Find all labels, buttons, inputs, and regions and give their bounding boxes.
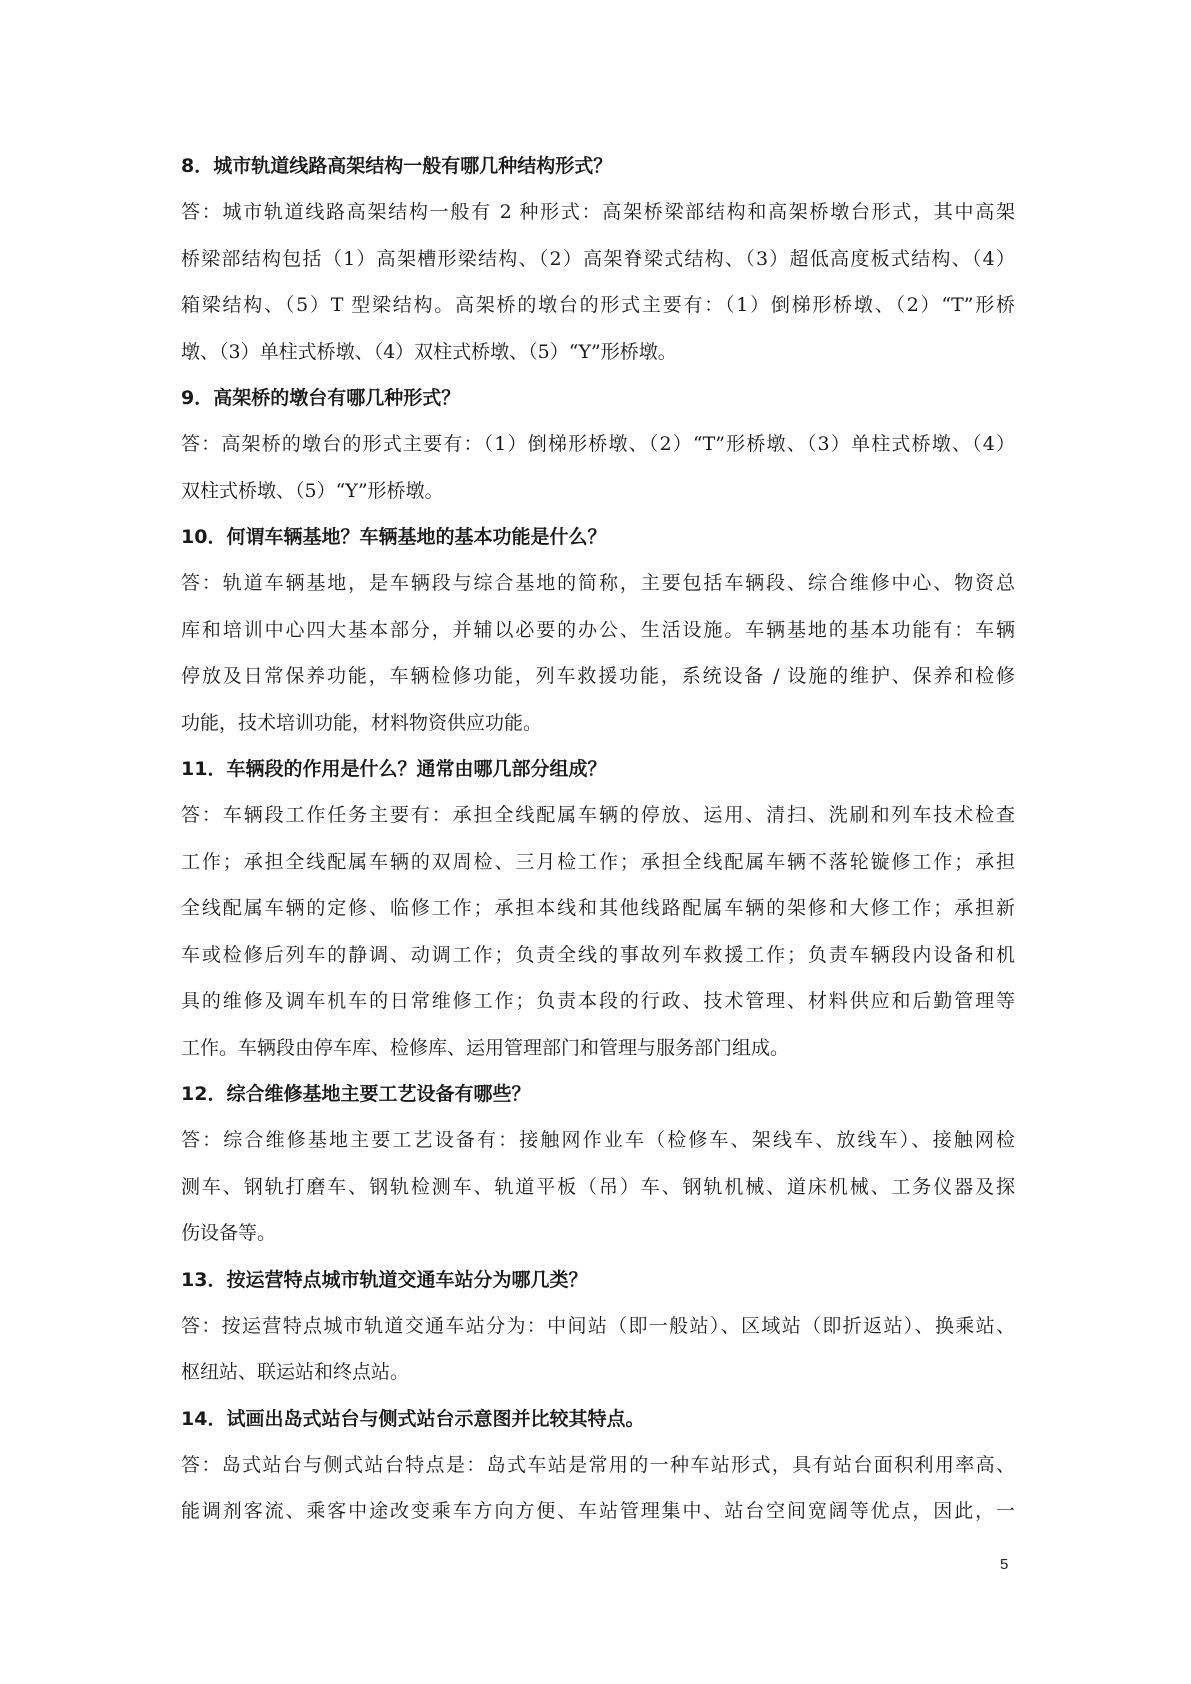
- answer-line: 全线配属车辆的定修、临修工作；承担本线和其他线路配属车辆的架修和大修工作；承担新: [181, 897, 1015, 919]
- answer-line: 库和培训中心四大基本部分，并辅以必要的办公、生活设施。车辆基地的基本功能有：车辆: [181, 618, 1015, 641]
- answer-line: 答：车辆段工作任务主要有：承担全线配属车辆的停放、运用、清扫、洗刷和列车技术检查: [181, 804, 1015, 826]
- answer-line: 答：城市轨道线路高架结构一般有 2 种形式：高架桥梁部结构和高架桥墩台形式，其中高架: [181, 201, 1015, 223]
- question-heading: 14．试画出岛式站台与侧式站台示意图并比较其特点。: [181, 1407, 645, 1430]
- answer-line: 答：轨道车辆基地，是车辆段与综合基地的简称，主要包括车辆段、综合维修中心、物资总: [181, 572, 1015, 594]
- answer-line: 工作。车辆段由停车库、检修库、运用管理部门和管理与服务部门组成。: [181, 1036, 790, 1059]
- question-heading: 11．车辆段的作用是什么？通常由哪几部分组成？: [181, 758, 607, 780]
- answer-line: 测车、钢轨打磨车、钢轨检测车、轨道平板（吊）车、钢轨机械、道床机械、工务仪器及探: [181, 1175, 1015, 1198]
- question-heading: 8．城市轨道线路高架结构一般有哪几种结构形式？: [181, 155, 613, 177]
- question-heading: 10．何谓车辆基地？车辆基地的基本功能是什么？: [181, 526, 607, 548]
- page-number: 5: [1000, 1556, 1009, 1573]
- answer-line: 双柱式桥墩、（5）“Y”形桥墩。: [181, 479, 444, 502]
- answer-line: 答：按运营特点城市轨道交通车站分为：中间站（即一般站）、区域站（即折返站）、换乘站、: [181, 1314, 1015, 1337]
- answer-line: 能调剂客流、乘客中途改变乘车方向方便、车站管理集中、站台空间宽阔等优点，因此，一: [181, 1500, 1015, 1522]
- answer-line: 枢纽站、联运站和终点站。: [181, 1361, 410, 1383]
- answer-line: 答：综合维修基地主要工艺设备有：接触网作业车（检修车、架线车、放线车）、接触网检: [181, 1129, 1015, 1151]
- question-heading: 12．综合维修基地主要工艺设备有哪些？: [181, 1083, 531, 1105]
- document-body: [181, 143, 1015, 1535]
- answer-line: 桥梁部结构包括（1）高架槽形梁结构、（2）高架脊梁式结构、（3）超低高度板式结构、（4）: [181, 247, 1015, 270]
- answer-line: 具的维修及调车机车的日常维修工作；负责本段的行政、技术管理、材料供应和后勤管理等: [181, 990, 1015, 1012]
- answer-line: 工作；承担全线配属车辆的双周检、三月检工作；承担全线配属车辆不落轮镟修工作；承担: [181, 850, 1015, 873]
- answer-line: 车或检修后列车的静调、动调工作；负责全线的事故列车救援工作；负责车辆段内设备和机: [181, 943, 1015, 966]
- answer-line: 答：岛式站台与侧式站台特点是：岛式车站是常用的一种车站形式，具有站台面积利用率高、: [181, 1453, 1015, 1476]
- answer-line: 答：高架桥的墩台的形式主要有：（1）倒梯形桥墩、（2）“T”形桥墩、（3）单柱式桥墩、（4）: [181, 433, 1015, 455]
- answer-line: 箱梁结构、（5）T 型梁结构。高架桥的墩台的形式主要有：（1）倒梯形桥墩、（2）“T”形桥: [181, 294, 1015, 316]
- answer-line: 停放及日常保养功能，车辆检修功能，列车救援功能，系统设备 / 设施的维护、保养和检修: [181, 665, 1015, 687]
- answer-line: 功能，技术培训功能，材料物资供应功能。: [181, 711, 543, 734]
- answer-line: 伤设备等。: [181, 1222, 277, 1244]
- question-heading: 13．按运营特点城市轨道交通车站分为哪几类？: [181, 1268, 588, 1291]
- question-heading: 9．高架桥的墩台有哪几种形式？: [181, 387, 461, 409]
- answer-line: 墩、（3）单柱式桥墩、（4）双柱式桥墩、（5）“Y”形桥墩。: [181, 340, 677, 363]
